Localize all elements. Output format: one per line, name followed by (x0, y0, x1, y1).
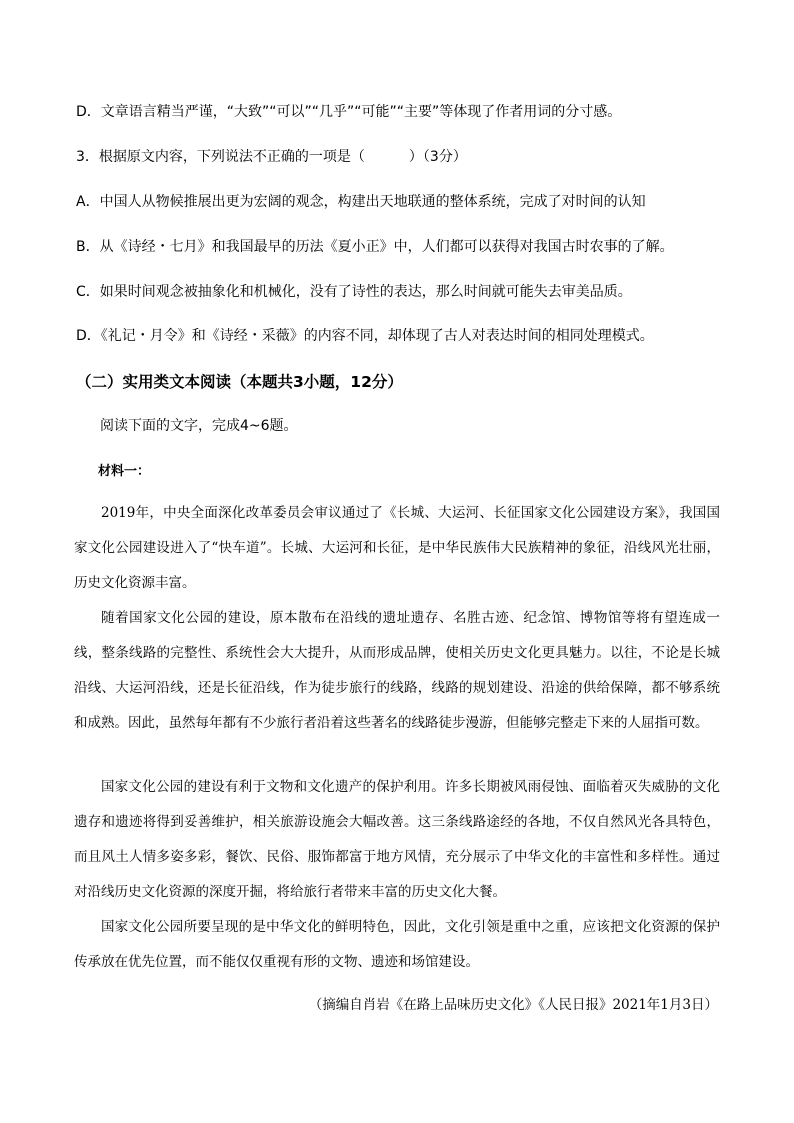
question-3-option-d: D．《礼记・月令》和《诗经・采薇》的内容不同，却体现了古人对表达时间的相同处理模式。 (76, 328, 654, 344)
question-3-stem-prefix: 3．根据原文内容，下列说法不正确的一项是（ (76, 149, 365, 165)
question-3-stem (76, 147, 467, 167)
question-3-option-c: C．如果时间观念被抽象化和机械化，没有了诗性的表达，那么时间就可能失去审美品质。 (76, 284, 632, 300)
section-intro: 阅读下面的文字，完成4~6题。 (100, 418, 298, 434)
material-label: 材料一： (98, 464, 151, 479)
material-paragraph-4: 国家文化公园所要呈现的是中华文化的鲜明特色，因此，文化引领是重中之重，应该把文化资源的保护传承放在优先位置，而不能仅仅重视有形的文物、遗迹和场馆建设。 (74, 919, 720, 970)
material-paragraph-3: 国家文化公园的建设有利于文物和文化遗产的保护利用。许多长期被风雨侵蚀、面临着灭失威胁的文化遗存和遗迹将得到妥善维护，相关旅游设施会大幅改善。这三条线路途经的各地，不仅自然风光各具特色，而且风土人情多姿多彩，餐饮、民俗、服饰都富于地方风情，充分展示了中华文化的丰富性和多样性。通过对沿线历史文化资源的深度开掘，将给旅行者带来丰富的历史文化大餐。 (74, 779, 720, 900)
question-3-option-b: B．从《诗经・七月》和我国最早的历法《夏小正》中，人们都可以获得对我国古时农事的了解。 (76, 239, 674, 255)
question-3-stem-suffix: ）（3分） (408, 149, 467, 165)
citation-source: （摘编自肖岩《在路上品味历史文化》《人民日报》2021年1月3日） (308, 997, 718, 1013)
material-paragraph-2: 随着国家文化公园的建设，原本散布在沿线的遗址遗存、名胜古迹、纪念馆、博物馆等将有望连成一线，整条线路的完整性、系统性会大大提升，从而形成品牌，使相关历史文化更具魅力。以往，不论是长城沿线、大运河沿线，还是长征沿线，作为徒步旅行的线路，线路的规划建设、沿途的供给保障，都不够系统和成熟。因此，虽然每年都有不少旅行者沿着这些著名的线路徒步漫游，但能够完整走下来的人屈指可数。 (74, 610, 720, 731)
material-paragraph-1: 2019年，中央全面深化改革委员会审议通过了《长城、大运河、长征国家文化公园建设方案》，我国国家文化公园建设进入了“快车道”。长城、大运河和长征，是中华民族伟大民族精神的象征，沿线风光壮丽，历史文化资源丰富。 (74, 505, 720, 591)
question-3-option-a: A．中国人从物候推展出更为宏阔的观念，构建出天地联通的整体系统，完成了对时间的认知 (76, 194, 646, 210)
section-title: （二）实用类文本阅读（本题共3小题，12分） (76, 373, 403, 391)
prev-question-option-d: D．文章语言精当严谨，“大致”“可以”“几乎”“可能”“主要”等体现了作者用词的分寸感。 (76, 104, 622, 120)
